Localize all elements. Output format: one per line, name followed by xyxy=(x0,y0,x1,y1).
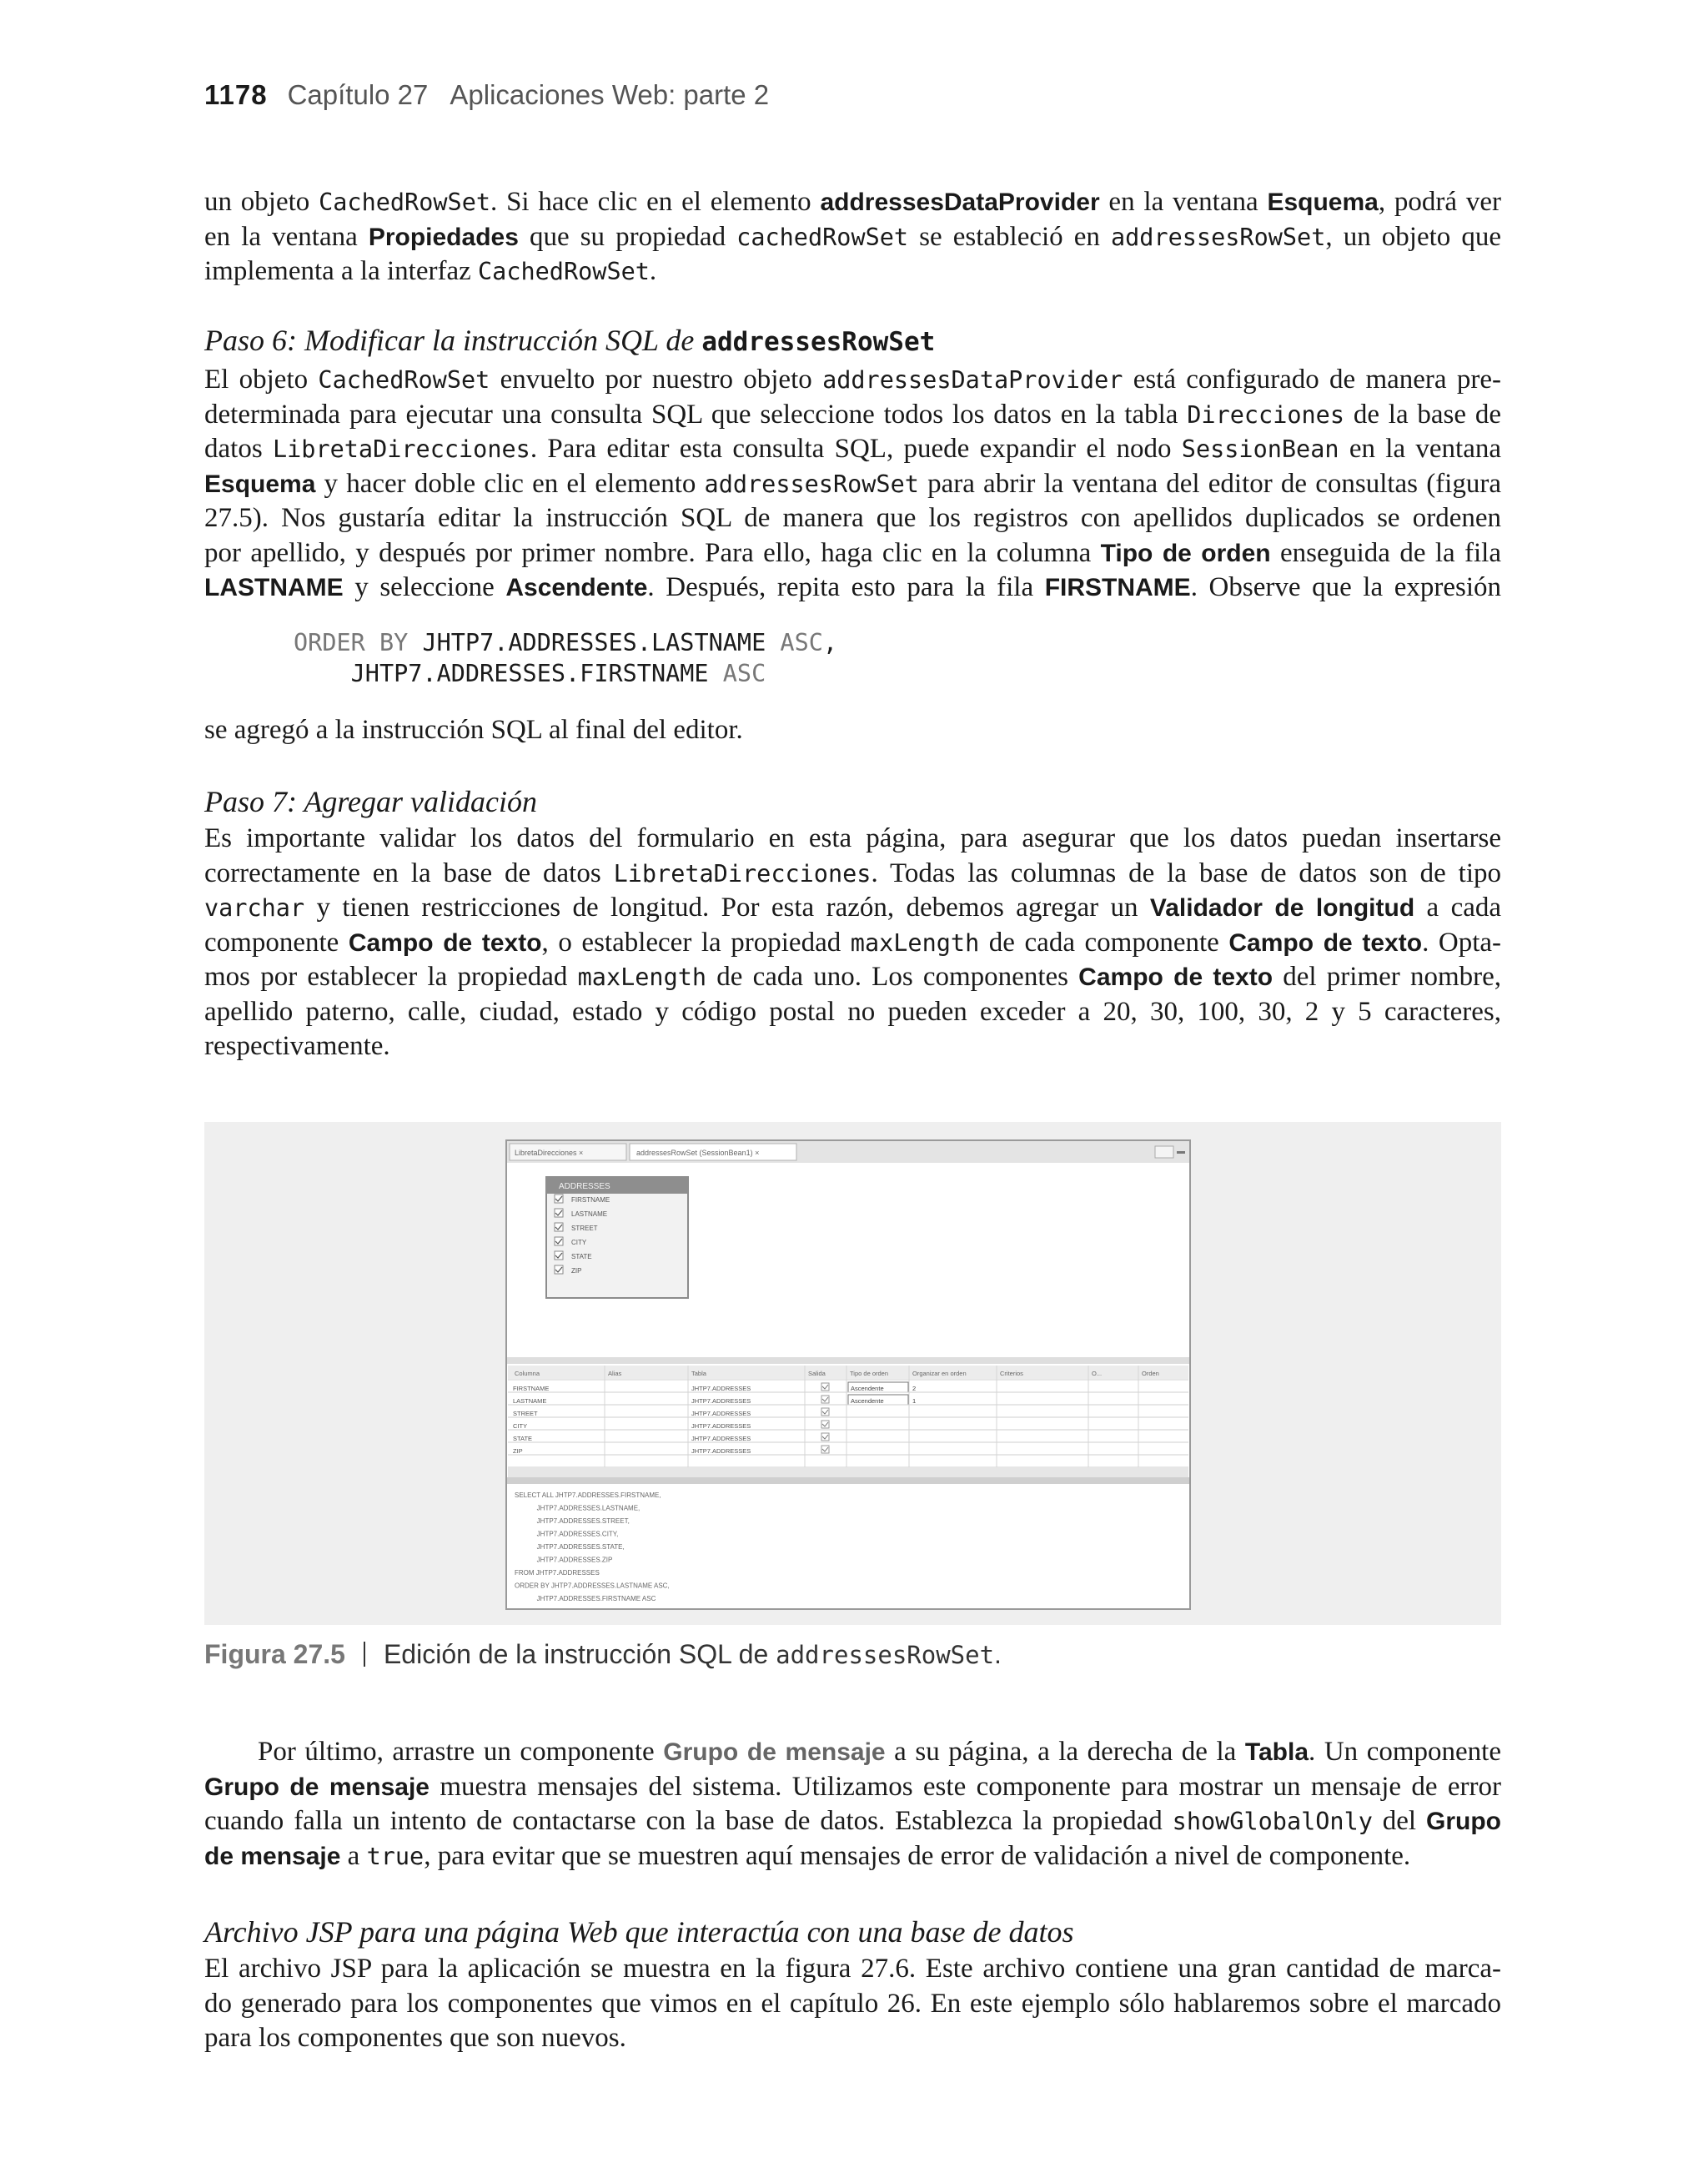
grid-cell-table: JHTP7.ADDRESSES xyxy=(691,1397,751,1405)
sql-line: JHTP7.ADDRESSES.FIRSTNAME ASC xyxy=(515,1595,656,1602)
figure-27-5 xyxy=(204,1122,1501,1625)
grid-cell-table: JHTP7.ADDRESSES xyxy=(691,1385,751,1392)
text-line: Por último, arrastre un componente Grupo de mensaje a su página, a la derecha de la Tabla. Un componente xyxy=(258,1737,1501,1767)
grid-cell-column: ZIP xyxy=(513,1447,523,1455)
paragraph-intro xyxy=(204,185,1501,289)
text-line: por apellido, y después por primer nombre. Para ello, haga clic en la columna Tipo de orden enseguida de la fila xyxy=(204,537,1501,568)
svg-text:ADDRESSES: ADDRESSES xyxy=(559,1182,610,1191)
tab-libreta-direcciones[interactable] xyxy=(510,1144,626,1160)
grid-cell-table: JHTP7.ADDRESSES xyxy=(691,1447,751,1455)
grid-cell-table: JHTP7.ADDRESSES xyxy=(691,1435,751,1442)
grid-cell-table: JHTP7.ADDRESSES xyxy=(691,1410,751,1417)
text-line: 27.5). Nos gustaría editar la instrucción SQL de manera que los registros con apellidos duplicados se ordenen xyxy=(204,503,1501,533)
text-line: do generado para los componentes que vimos en el capítulo 26. En este ejemplo sólo hablaremos sobre el marcado xyxy=(204,1988,1501,2019)
text-line: determinada para ejecutar una consulta SQL que seleccione todos los datos en la tabla Direcciones de la base de xyxy=(204,399,1501,430)
text-line: Grupo de mensaje muestra mensajes del sistema. Utilizamos este componente para mostrar un mensaje de error xyxy=(204,1771,1501,1802)
table-field-name: LASTNAME xyxy=(571,1210,608,1218)
table-field-checkbox[interactable] xyxy=(555,1209,607,1218)
paragraph-jsp xyxy=(204,1952,1501,2056)
sql-line: JHTP7.ADDRESSES.ZIP xyxy=(515,1556,613,1564)
text-line: correctamente en la base de datos LibretaDirecciones. Todas las columnas de la base de datos son de tipo xyxy=(204,858,1502,888)
text-line: respectivamente. xyxy=(204,1031,390,1061)
text-line: Esquema y hacer doble clic en el elemento addressesRowSet para abrir la ventana del editor de consultas (figura xyxy=(204,468,1501,499)
text-line: varchar y tienen restricciones de longitud. Por esta razón, debemos agregar un Validador de longitud a cada xyxy=(204,893,1502,923)
grid-column-header[interactable]: Tabla xyxy=(691,1370,706,1377)
table-field-name: ZIP xyxy=(571,1267,582,1275)
pane-splitter[interactable] xyxy=(507,1477,1189,1484)
paragraph-step7 xyxy=(204,822,1501,1064)
figure-label: Figura 27.5 xyxy=(204,1639,345,1669)
pane-splitter[interactable] xyxy=(507,1357,1189,1364)
text-line: para los componentes que son nuevos. xyxy=(204,2023,626,2053)
table-field-name: STREET xyxy=(571,1225,598,1232)
sql-line: JHTP7.ADDRESSES.CITY, xyxy=(515,1530,619,1538)
text-line: datos LibretaDirecciones. Para editar esta consulta SQL, puede expandir el nodo SessionBean en la ventana xyxy=(204,434,1502,464)
grid-cell-column: CITY xyxy=(513,1422,528,1430)
text-line: un objeto CachedRowSet. Si hace clic en el elemento addressesDataProvider en la ventana Esquema, podrá ver xyxy=(204,187,1501,217)
grid-column-header[interactable]: Organizar en orden xyxy=(912,1370,967,1377)
maximize-icon[interactable] xyxy=(1155,1146,1173,1158)
text-line: LASTNAME y seleccione Ascendente. Después, repita esto para la fila FIRSTNAME. Observe que la expresión xyxy=(204,572,1501,602)
text-line: El archivo JSP para la aplicación se muestra en la figura 27.6. Este archivo contiene una gran cantidad de marca- xyxy=(204,1954,1501,1984)
grid-cell-column: LASTNAME xyxy=(513,1397,547,1405)
svg-text:LibretaDirecciones ×: LibretaDirecciones × xyxy=(515,1149,584,1157)
running-header xyxy=(204,79,769,111)
sql-line: JHTP7.ADDRESSES.STATE, xyxy=(515,1543,625,1551)
text-line: mos por establecer la propiedad maxLength de cada uno. Los componentes Campo de texto del primer nombre, xyxy=(204,962,1501,992)
sql-line: JHTP7.ADDRESSES.LASTNAME, xyxy=(515,1504,640,1512)
section-heading-jsp: Archivo JSP para una página Web que interactúa con una base de datos xyxy=(204,1915,1074,1949)
text-line: implementa a la interfaz CachedRowSet. xyxy=(204,256,657,286)
figure-caption: Figura 27.5 Edición de la instrucción SQL de addressesRowSet. xyxy=(204,1639,1002,1669)
section-heading-step7: Paso 7: Agregar validación xyxy=(204,785,537,818)
text-line: en la ventana Propiedades que su propiedad cachedRowSet se estableció en addressesRowSet, un objeto que xyxy=(204,221,1502,252)
horizontal-scrollbar[interactable] xyxy=(508,1467,1188,1477)
sql-line: ORDER BY JHTP7.ADDRESSES.LASTNAME ASC, xyxy=(515,1582,670,1590)
grid-cell-sort-order: 2 xyxy=(912,1385,917,1392)
chapter-label: Capítulo 27 xyxy=(287,79,429,110)
svg-text:addressesRowSet (SessionBean1): addressesRowSet (SessionBean1) × xyxy=(636,1149,760,1157)
grid-cell-column: STATE xyxy=(513,1435,533,1442)
table-field-name: CITY xyxy=(571,1239,587,1246)
query-editor-screenshot xyxy=(204,1122,1501,1625)
text-line: Es importante validar los datos del formulario en esta página, para asegurar que los datos puedan insertarse xyxy=(204,823,1501,853)
grid-cell-column: STREET xyxy=(513,1410,538,1417)
table-field-name: STATE xyxy=(571,1253,592,1260)
grid-column-header[interactable]: Criterios xyxy=(1000,1370,1023,1377)
minimize-icon[interactable] xyxy=(1177,1151,1185,1154)
code-line: JHTP7.ADDRESSES.FIRSTNAME ASC xyxy=(294,660,766,687)
section-heading-step6: Paso 6: Modificar la instrucción SQL de addressesRowSet xyxy=(204,324,936,357)
diagram-table-addresses[interactable] xyxy=(546,1177,688,1298)
tab-addresses-rowset[interactable] xyxy=(630,1144,796,1160)
paragraph-step6 xyxy=(204,363,1501,606)
paragraph-message-group xyxy=(204,1735,1501,1874)
chapter-title: Aplicaciones Web: parte 2 xyxy=(450,79,770,110)
caption-text: Edición de la instrucción SQL de xyxy=(383,1639,776,1669)
table-field-checkbox[interactable] xyxy=(555,1223,598,1232)
table-field-checkbox[interactable] xyxy=(555,1237,587,1246)
grid-column-header[interactable]: Alias xyxy=(608,1370,622,1377)
table-field-checkbox[interactable] xyxy=(555,1195,610,1204)
sql-line: FROM JHTP7.ADDRESSES xyxy=(515,1569,600,1577)
grid-column-header[interactable]: Orden xyxy=(1142,1370,1159,1377)
grid-cell-sort-order: 1 xyxy=(912,1397,917,1405)
grid-cell-table: JHTP7.ADDRESSES xyxy=(691,1422,751,1430)
sql-text-pane[interactable] xyxy=(508,1484,1188,1608)
text-line: apellido paterno, calle, ciudad, estado y código postal no pueden exceder a 20, 30, 100, 30, 2 y 5 caracteres, xyxy=(204,996,1501,1027)
grid-column-header[interactable]: Tipo de orden xyxy=(850,1370,889,1377)
grid-cell-sort-type: Ascendente xyxy=(851,1397,884,1405)
table-field-checkbox[interactable] xyxy=(555,1251,592,1260)
table-field-name: FIRSTNAME xyxy=(571,1196,610,1204)
grid-column-header[interactable]: Columna xyxy=(515,1370,540,1377)
sql-line: SELECT ALL JHTP7.ADDRESSES.FIRSTNAME, xyxy=(515,1491,661,1499)
sql-line: JHTP7.ADDRESSES.STREET, xyxy=(515,1517,630,1525)
grid-column-header[interactable]: O... xyxy=(1092,1370,1103,1377)
code-block-order-by xyxy=(294,627,837,689)
caption-code: addressesRowSet xyxy=(776,1641,995,1669)
text-line: componente Campo de texto, o establecer la propiedad maxLength de cada componente Campo de texto. Opta- xyxy=(204,927,1502,958)
grid-cell-sort-type: Ascendente xyxy=(851,1385,884,1392)
grid-cell-column: FIRSTNAME xyxy=(513,1385,550,1392)
text-line: cuando falla un intento de contactarse con la base de datos. Establezca la propiedad showGlobalOnly del Grupo xyxy=(204,1806,1501,1836)
text-line: se agregó a la instrucción SQL al final del editor. xyxy=(204,715,743,745)
paragraph-step6-after xyxy=(204,713,1501,748)
page-number: 1178 xyxy=(204,79,268,110)
grid-column-header[interactable]: Salida xyxy=(808,1370,826,1377)
code-line: ORDER BY JHTP7.ADDRESSES.LASTNAME ASC, xyxy=(294,629,838,656)
text-line: de mensaje a true, para evitar que se muestren aquí mensajes de error de validación a nivel de componente. xyxy=(204,1840,1411,1871)
text-line: El objeto CachedRowSet envuelto por nuestro objeto addressesDataProvider está configurado de manera pre- xyxy=(204,365,1501,395)
